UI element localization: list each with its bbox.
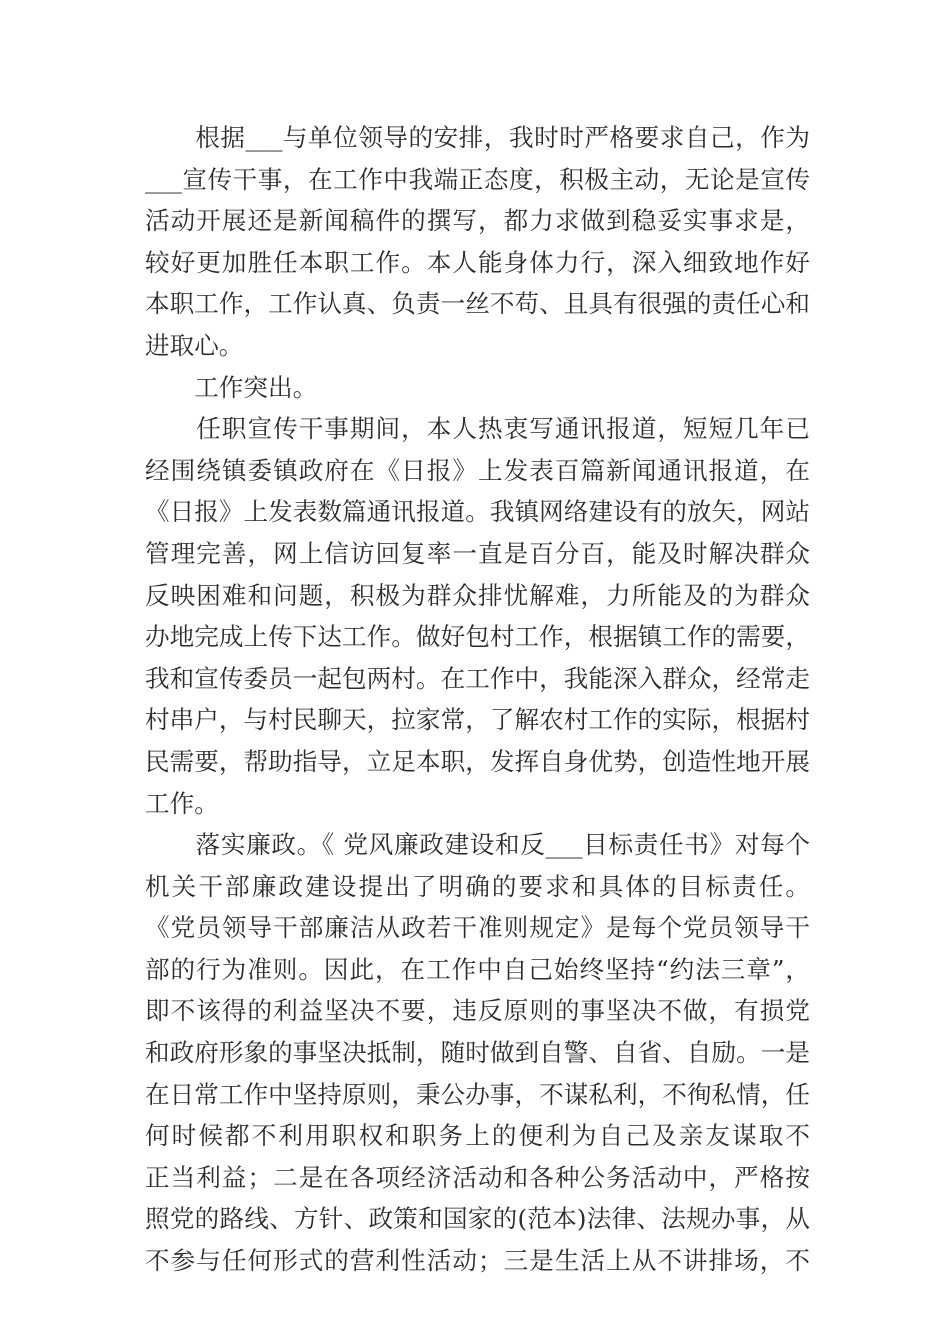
text-line: 经围绕镇委镇政府在《日报》上发表百篇新闻通讯报道，在 bbox=[145, 455, 810, 485]
text-line: 活动开展还是新闻稿件的撰写，都力求做到稳妥实事求是， bbox=[145, 206, 810, 236]
paragraph-arrangement bbox=[145, 117, 810, 367]
text-line: 任职宣传干事期间，本人热衷写通讯报道，短短几年已 bbox=[145, 414, 810, 444]
text-line: 工作。 bbox=[145, 788, 219, 818]
text-line: 办地完成上传下达工作。做好包村工作，根据镇工作的需要， bbox=[145, 622, 810, 652]
text-line: 我和宣传委员一起包两村。在工作中，我能深入群众，经常走 bbox=[145, 663, 810, 693]
text-line: 《党员领导干部廉洁从政若干准则规定》是每个党员领导干 bbox=[145, 913, 810, 943]
text-line: 较好更加胜任本职工作。本人能身体力行，深入细致地作好 bbox=[145, 247, 810, 277]
text-line: 工作突出。 bbox=[145, 372, 318, 402]
text-line: 部的行为准则。因此，在工作中自己始终坚持“约法三章”， bbox=[145, 954, 810, 984]
paragraph-integrity bbox=[145, 824, 810, 1282]
text-line: 在日常工作中坚持原则，秉公办事，不谋私利，不徇私情，任 bbox=[145, 1079, 810, 1109]
text-line: 村串户，与村民聊天，拉家常，了解农村工作的实际，根据村 bbox=[145, 705, 810, 735]
text-line: 本职工作，工作认真、负责一丝不苟、且具有很强的责任心和 bbox=[145, 289, 810, 319]
text-line: 正当利益；二是在各项经济活动和各种公务活动中，严格按 bbox=[145, 1162, 810, 1192]
text-line: 何时候都不利用职权和职务上的便利为自己及亲友谋取不 bbox=[145, 1121, 810, 1151]
text-line: 反映困难和问题，积极为群众排忧解难，力所能及的为群众 bbox=[145, 580, 810, 610]
text-line: 照党的路线、方针、政策和国家的(范本)法律、法规办事，从 bbox=[145, 1204, 810, 1234]
document-body bbox=[145, 117, 810, 1282]
text-line: 管理完善，网上信访回复率一直是百分百，能及时解决群众 bbox=[145, 538, 810, 568]
text-line: 不参与任何形式的营利性活动；三是生活上从不讲排场，不 bbox=[145, 1246, 810, 1276]
text-line: 根据___与单位领导的安排，我时时严格要求自己，作为 bbox=[145, 123, 810, 152]
text-line: 即不该得的利益坚决不要，违反原则的事坚决不做，有损党 bbox=[145, 996, 810, 1026]
text-line: 和政府形象的事坚决抵制，随时做到自警、自省、自励。一是 bbox=[145, 1038, 810, 1068]
text-line: 民需要，帮助指导，立足本职，发挥自身优势，创造性地开展 bbox=[145, 746, 810, 776]
text-line: ___宣传干事，在工作中我端正态度，积极主动，无论是宣传 bbox=[145, 164, 810, 194]
paragraph-publicity-work bbox=[145, 408, 810, 824]
text-line: 《日报》上发表数篇通讯报道。我镇网络建设有的放矢，网站 bbox=[145, 497, 810, 527]
text-line: 机关干部廉政建设提出了明确的要求和具体的目标责任。 bbox=[145, 871, 810, 901]
text-line: 进取心。 bbox=[145, 330, 244, 360]
paragraph-work-outstanding bbox=[145, 367, 810, 409]
text-line: 落实廉政。《 党风廉政建设和反___目标责任书》对每个 bbox=[145, 830, 810, 860]
